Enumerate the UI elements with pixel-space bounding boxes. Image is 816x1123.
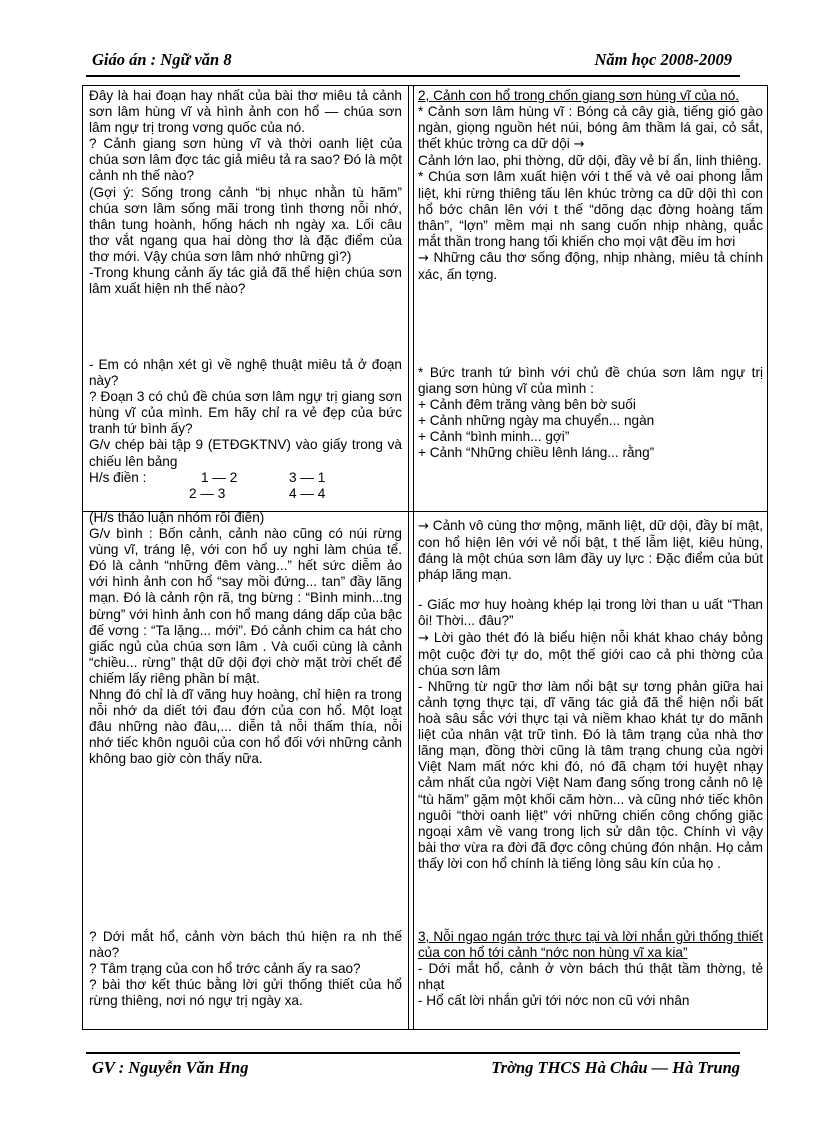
hs-label: H/s điền :	[89, 469, 147, 485]
section-heading: 3, Nỗi ngao ngán trớc thực tại và lời nhắn gửi thống thiết của con hổ tới cảnh “nớc non hùng vĩ xa kia”	[418, 929, 763, 961]
right-paragraph: → Những câu thơ sống động, nhịp nhàng, miêu tả chính xác, ấn tợng.	[418, 249, 764, 283]
left-section-2	[83, 357, 408, 502]
right-section-2	[414, 365, 767, 462]
right-paragraph: → Lời gào thét đó là biểu hiện nỗi khát khao cháy bỏng một cuộc đời tự do, một thế giới cao cả phi thờng của chúa sơn lâm	[418, 629, 764, 678]
left-paragraph: (Gợi ý: Sống trong cảnh “bị nhục nhằn tù hãm” chúa sơn lâm sống mãi trong tình thơng nỗi nhớ, thân tung hoành, hống hách nh ngày xa. Lối câu thơ vắt ngang qua hai dòng thơ là đặc điểm của thơ mới. Vậy chúa sơn lâm nhớ những gì?)	[89, 184, 402, 264]
answer-pairs	[89, 470, 402, 502]
arrow-icon: →	[418, 250, 429, 266]
right-paragraph: + Cảnh những ngày ma chuyển... ngàn	[418, 413, 655, 429]
left-section-1	[83, 88, 408, 297]
left-paragraph: ? Đoạn 3 có chủ đề chúa sơn lâm ngự trị giang sơn hùng vĩ của mình. Em hãy chỉ ra vẻ đẹp của bức tranh tứ bình ấy?	[89, 389, 402, 437]
header-subject: Giáo án : Ngữ văn 8	[92, 50, 232, 69]
right-paragraph: Cảnh lớn lao, phi thờng, dữ dội, đầy vẻ bí ẩn, linh thiêng.	[418, 153, 762, 169]
left-paragraph: ? Cảnh giang sơn hùng vĩ và thời oanh liệt của chúa sơn lâm đợc tác giả miêu tả ra sao? Đó là một cảnh nh thế nào?	[89, 136, 402, 184]
pair: 2 — 3	[189, 485, 226, 501]
lesson-table	[82, 85, 768, 1030]
right-section-1	[414, 88, 767, 283]
right-paragraph: * Cảnh sơn lâm hùng vĩ : Bóng cả cây già, tiếng gió gào ngàn, giọng nguồn hét núi, bóng âm thầm lá gai, cỏ sắt, thết khúc trờng ca dữ dội →	[418, 104, 763, 153]
footer-teacher: GV : Nguyễn Văn Hng	[92, 1058, 249, 1077]
left-paragraph: G/v bình : Bốn cảnh, cảnh nào cũng có núi rừng vùng vĩ, tráng lệ, với con hổ uy nghi làm chúa tể. Đó là cảnh “những đêm vàng...” hết sức diễm ảo với hình ảnh con hổ “say mồi đứng... tan” đầy lãng mạn. Đó là cảnh rộn rã, tng bừng : “Bình minh...tng bừng” với hình ảnh con hổ mang dáng dấp của bậc đế vơng : “Ta lặng... mới”. Đó cảnh chim ca hát cho giấc ngủ của chúa sơn lâm . Và cuối cùng là cảnh “chiều... rừng” thật dữ dội đợi chờ mặt trời chết để chiếm lấy riêng phần bí mật.	[89, 526, 402, 686]
left-paragraph: ? Dới mắt hổ, cảnh vờn bách thú hiện ra nh thế nào?	[89, 929, 402, 961]
right-paragraph: + Cảnh “Những chiều lênh láng... rằng”	[418, 445, 655, 461]
right-paragraph: - Những từ ngữ thơ làm nổi bật sự tơng phản giữa hai cảnh tợng thực tại, dĩ vãng tác giả đã thể hiện nổi bất hoà sâu sắc với thực tại và niềm khao khát tự do mãnh liệt của nhân vật trữ tình. Đó là tâm trạng của nhà thơ lãng mạn, đồng thời cũng là tâm trạng chung của ngời Việt Nam mất nớc khi đó, nó đã chạm tới huyệt nhạy cảm nhất của ngời Việt Nam đang sống trong cảnh nô lệ “tù hãm” gặm một khối căm hờn... và cũng nhớ tiếc khôn nguôi “thời oanh liệt” với những chiến công chống giặc ngoại xâm về vang trong lịch sử dân tộc. Chính vì vậy bài thơ vừa ra đời đã đợc công chúng đón nhận. Họ cảm thấy lời con hổ chính là tiếng lòng sâu kín của họ .	[418, 678, 763, 871]
left-paragraph: Đây là hai đoạn hay nhất của bài thơ miêu tả cảnh sơn lâm hùng vĩ và hình ảnh con hổ — chúa sơn lâm ngự trị trong vơng quốc của nó.	[89, 88, 402, 136]
header-rule	[86, 75, 740, 77]
right-paragraph: * Bức tranh tứ bình với chủ đề chúa sơn lâm ngự trị giang sơn hùng vĩ của mình :	[418, 365, 763, 397]
right-paragraph: - Giấc mơ huy hoàng khép lại trong lời than u uất “Than ôi! Thời... đâu?”	[418, 597, 763, 629]
row-divider	[83, 511, 767, 512]
footer-rule	[86, 1052, 740, 1054]
right-paragraph: - Hổ cất lời nhắn gửi tới nớc non cũ với nhân	[418, 993, 690, 1009]
right-paragraph: + Cảnh “bình minh... gợi”	[418, 429, 570, 445]
section-heading: 2, Cảnh con hổ trong chốn giang sơn hùng vĩ của nó.	[418, 88, 740, 103]
pair: 3 — 1	[289, 469, 326, 485]
left-section-4	[83, 929, 408, 1009]
right-section-3	[414, 518, 767, 872]
left-paragraph: (H/s thảo luận nhóm rồi điền)	[89, 510, 265, 525]
content-column	[413, 86, 767, 1029]
page-footer	[92, 1058, 740, 1082]
left-paragraph: Nhng đó chỉ là dĩ vãng huy hoàng, chỉ hiện ra trong nỗi nhớ da diết tới đau đớn của con hổ. Một loạt đâu những nào đâu,... diễn tả nỗi thấm thía, nỗi nhớ tiếc khôn nguôi của con hổ đối với những cảnh không bao giờ còn thấy nữa.	[89, 687, 402, 767]
right-section-4	[414, 929, 767, 1009]
right-paragraph: → Cảnh vô cùng thơ mộng, mãnh liệt, dữ dội, đầy bí mật, con hổ hiện lên với vẻ nổi bật, t thế lẫm liệt, kiêu hùng, đáng là một chúa sơn lâm đầy uy lực : Đặc điểm của bút pháp lãng mạn.	[418, 518, 763, 583]
arrow-icon: →	[573, 137, 585, 153]
arrow-icon: →	[418, 519, 429, 534]
page-header	[92, 50, 732, 76]
left-paragraph: G/v chép bài tập 9 (ETĐGKTNV) vào giấy trong và chiếu lên bảng	[89, 437, 402, 469]
right-paragraph: - Dới mắt hổ, cảnh ở vờn bách thú thật tầm thờng, tẻ nhạt	[418, 961, 763, 993]
left-paragraph: - Em có nhận xét gì về nghệ thuật miêu tả ở đoạn này?	[89, 357, 402, 389]
pair: 4 — 4	[289, 485, 326, 501]
header-school-year: Năm học 2008-2009	[594, 50, 732, 69]
left-section-3	[83, 510, 408, 768]
arrow-icon: →	[418, 630, 429, 646]
right-paragraph: * Chúa sơn lâm xuất hiện với t thế và vẻ oai phong lẫm liệt, khi rừng thiêng tấu lên khúc trờng ca dữ dội thì con hổ bớc chân lên với t thế “dõng dạc đờng hoàng tấm thân”, “lợn” mềm mại nh sang cuốn nhịp nhàng, quắc mắt thần trong hang tối khiến cho mọi vật đều im hơi	[418, 169, 763, 249]
left-paragraph: ? Tâm trạng của con hổ trớc cảnh ấy ra sao?	[89, 961, 361, 977]
pair: 1 — 2	[201, 469, 238, 485]
teacher-activity-column	[83, 86, 409, 1029]
right-paragraph: + Cảnh đêm trăng vàng bên bờ suối	[418, 397, 636, 413]
left-paragraph: ? bài thơ kết thúc bằng lời gửi thống thiết của hổ rừng thiêng, nơi nó ngự trị ngày xa.	[89, 977, 402, 1009]
left-paragraph: -Trong khung cảnh ấy tác giả đã thể hiện chúa sơn lâm xuất hiện nh thế nào?	[89, 265, 402, 297]
footer-school: Trờng THCS Hà Châu — Hà Trung	[491, 1058, 740, 1077]
